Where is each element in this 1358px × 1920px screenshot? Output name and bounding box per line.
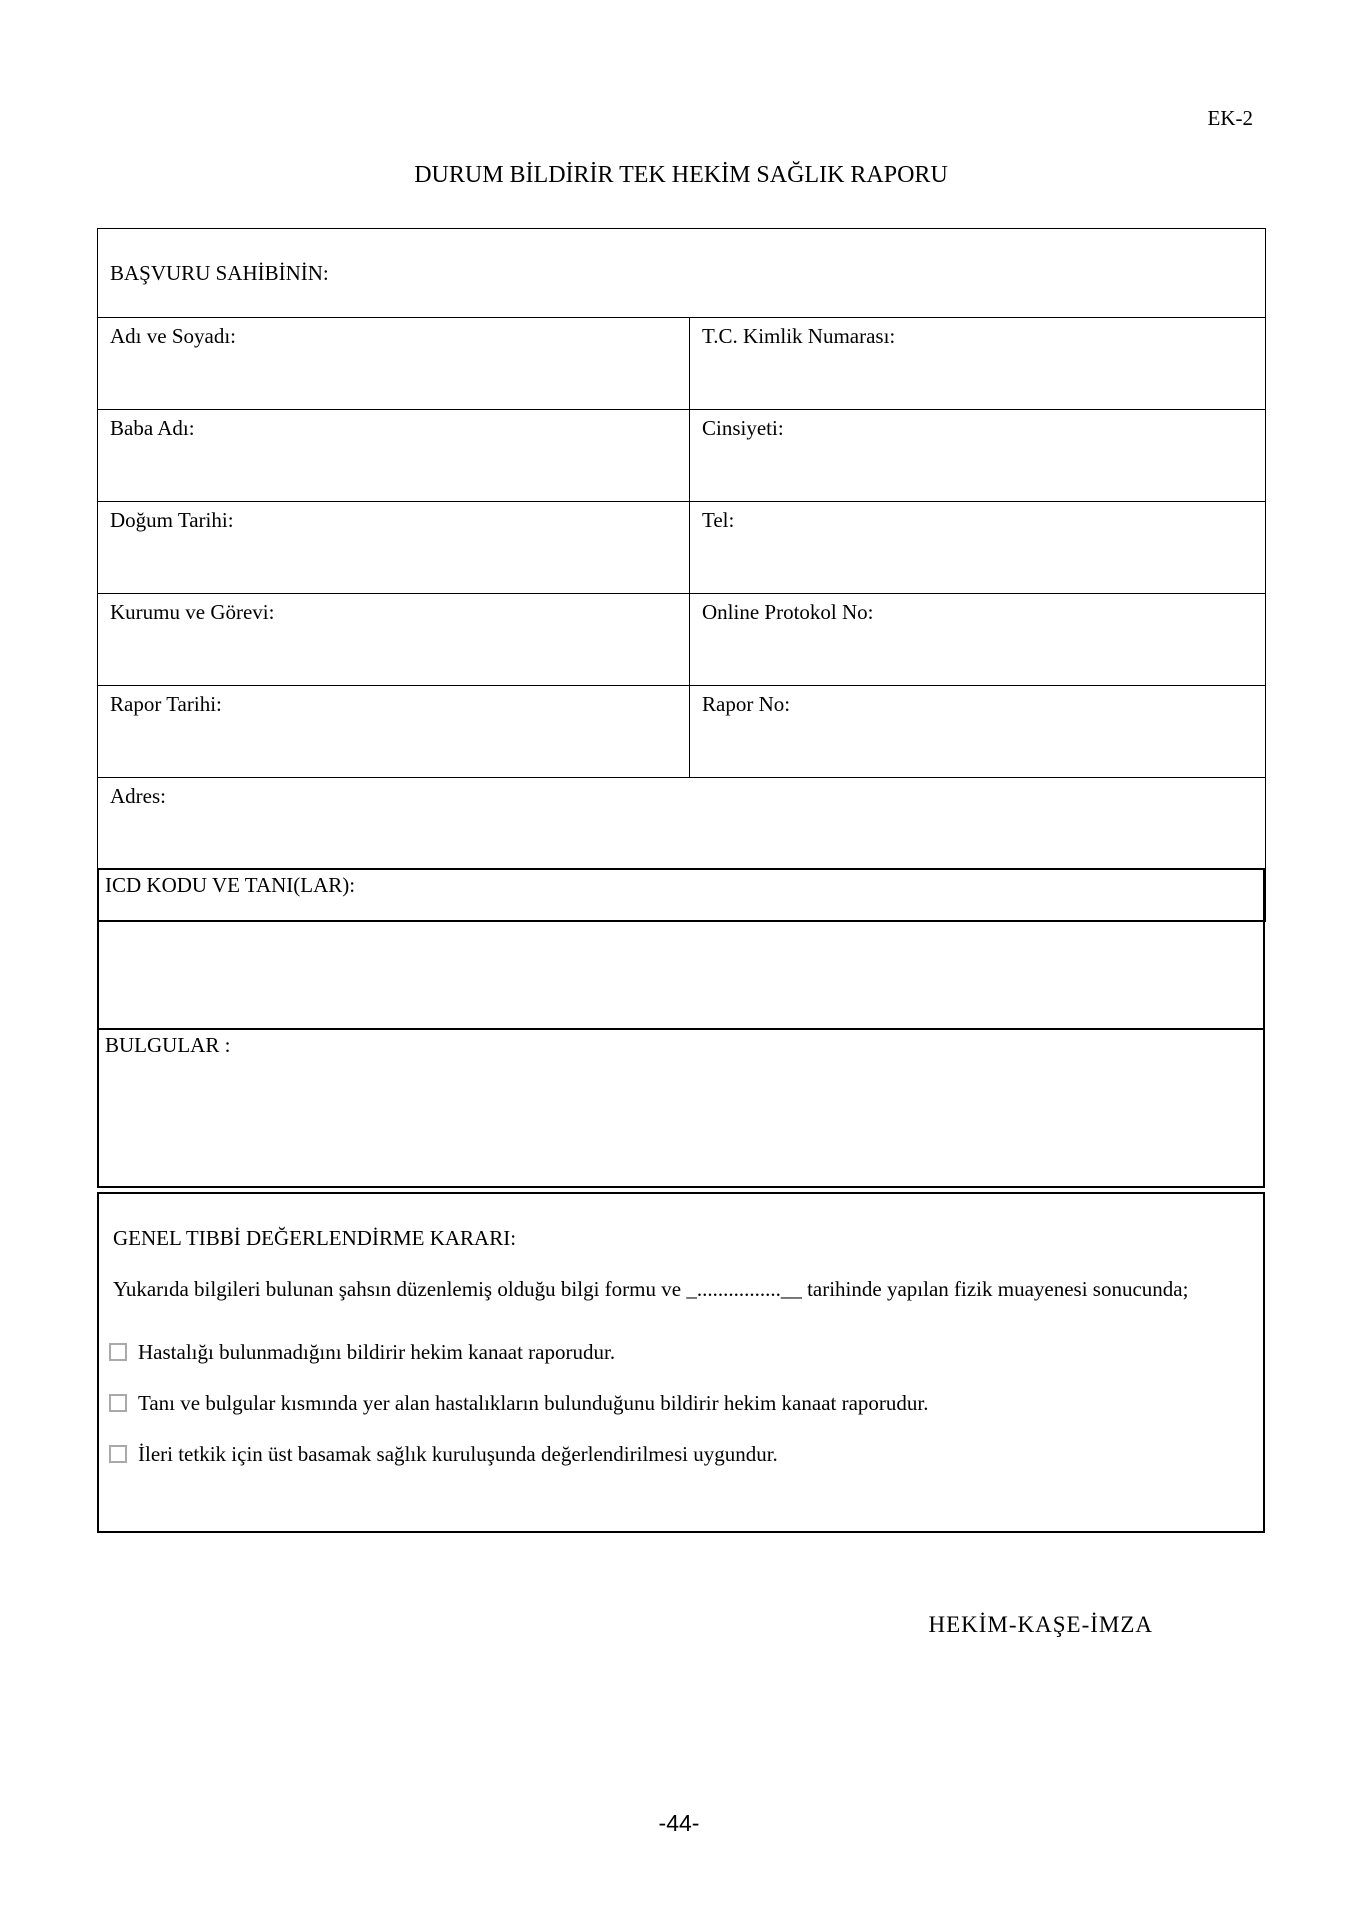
- field-online-protocol-no-label: Online Protokol No:: [702, 600, 874, 624]
- decision-intro: Yukarıda bilgileri bulunan şahsın düzenlemiş olduğu bilgi formu ve _................__ tarihinde yapılan fizik muayenesi sonucunda;: [113, 1277, 1189, 1301]
- field-birth-date-label: Doğum Tarihi:: [110, 508, 234, 532]
- table-row: [98, 686, 1266, 778]
- table-row: [98, 594, 1266, 686]
- findings-label: BULGULAR :: [105, 1033, 231, 1057]
- table-row: [98, 410, 1266, 502]
- checkbox-icon[interactable]: [109, 1343, 127, 1361]
- field-report-date[interactable]: [98, 686, 690, 778]
- icd-code-label: ICD KODU VE TANI(LAR):: [105, 873, 356, 897]
- table-row: [98, 502, 1266, 594]
- diagnosis-block: [97, 868, 1265, 1188]
- icd-code-box[interactable]: [99, 870, 1263, 1030]
- table-row-section-header: [98, 229, 1266, 318]
- option-label: Hastalığı bulunmadığını bildirir hekim kanaat raporudur.: [138, 1340, 616, 1364]
- checkbox-option-further-examination[interactable]: [109, 1442, 1247, 1467]
- checkbox-option-disease-present[interactable]: [109, 1391, 1247, 1416]
- field-gender[interactable]: [690, 410, 1266, 502]
- option-label: Tanı ve bulgular kısmında yer alan hastalıkların bulunduğunu bildirir hekim kanaat raporudur.: [138, 1391, 929, 1415]
- field-national-id-label: T.C. Kimlik Numarası:: [702, 324, 896, 348]
- option-label: İleri tetkik için üst basamak sağlık kuruluşunda değerlendirilmesi uygundur.: [138, 1442, 778, 1466]
- table-row: [98, 318, 1266, 410]
- applicant-table: [97, 228, 1266, 922]
- checkbox-option-no-disease[interactable]: [109, 1340, 1247, 1365]
- field-birth-date[interactable]: [98, 502, 690, 594]
- decision-box: [97, 1192, 1265, 1533]
- findings-box[interactable]: [99, 1030, 1263, 1186]
- field-report-no-label: Rapor No:: [702, 692, 791, 716]
- field-name-surname[interactable]: [98, 318, 690, 410]
- field-national-id[interactable]: [690, 318, 1266, 410]
- field-father-name-label: Baba Adı:: [110, 416, 195, 440]
- decision-heading: GENEL TIBBİ DEĞERLENDİRME KARARI:: [113, 1226, 517, 1250]
- section-header-label: BAŞVURU SAHİBİNİN:: [110, 260, 329, 285]
- field-report-no[interactable]: [690, 686, 1266, 778]
- checkbox-icon[interactable]: [109, 1445, 127, 1463]
- field-phone-label: Tel:: [702, 508, 735, 532]
- field-name-surname-label: Adı ve Soyadı:: [110, 324, 236, 348]
- field-phone[interactable]: [690, 502, 1266, 594]
- field-address-label: Adres:: [110, 784, 166, 808]
- section-header-cell: [98, 229, 1266, 318]
- field-online-protocol-no[interactable]: [690, 594, 1266, 686]
- page-number: -44-: [658, 1810, 700, 1836]
- field-father-name[interactable]: [98, 410, 690, 502]
- field-institution-duty[interactable]: [98, 594, 690, 686]
- checkbox-icon[interactable]: [109, 1394, 127, 1412]
- field-report-date-label: Rapor Tarihi:: [110, 692, 222, 716]
- field-gender-label: Cinsiyeti:: [702, 416, 784, 440]
- field-institution-duty-label: Kurumu ve Görevi:: [110, 600, 275, 624]
- signature-label: HEKİM-KAŞE-İMZA: [928, 1612, 1153, 1637]
- page-title: DURUM BİLDİRİR TEK HEKİM SAĞLIK RAPORU: [414, 162, 948, 188]
- annex-tag: EK-2: [1207, 106, 1253, 130]
